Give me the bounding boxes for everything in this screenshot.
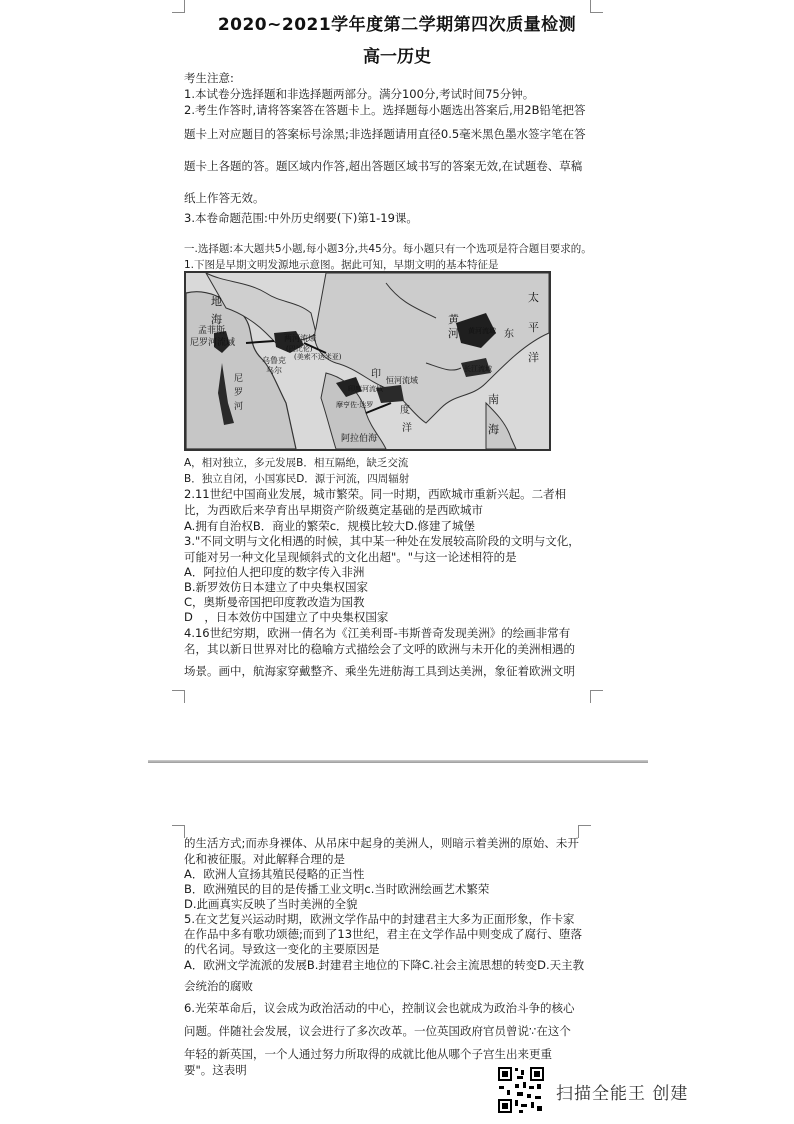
map-label: 地 [211,295,222,308]
notice-item: 纸上作答无效。 [184,191,265,205]
option-line: A．欧洲人宣扬其殖民侵略的正当性 [184,867,365,881]
map-label: 印 [371,369,381,380]
question-line: 6.光荣革命后，议会成为政治活动的中心，控制议会也就成为政治斗争的核心 [184,1001,575,1015]
question-line: A.拥有自治权B．商业的繁荣c．规模比较大D.修建了城堡 [184,519,476,533]
ancient-civilizations-map [184,271,551,451]
map-label: 平 [528,321,539,334]
question-line: 2.11世纪中国商业发展，城市繁荣。同一时期，西欧城市重新兴起。二者相 [184,487,567,501]
notice-item: 题卡上各题的答。题区域内作答,超出答题区域书写的答案无效,在试题卷、草稿 [184,159,583,173]
map-label: (美索不达米亚) [294,353,342,361]
section-heading: 一.选择题:本大题共5小题,每小题3分,共45分。每小题只有一个选项是符合题目要求的。 [184,243,592,255]
map-label: 黄河流域 [468,327,496,335]
question-line: 场景。画中，航海家穿戴整齐、乘坐先进舫海工具到达美洲，象征着欧洲文明 [184,664,575,678]
map-label: 度 [400,405,410,416]
exam-subject: 高一历史 [363,47,431,67]
map-label: 黄 [448,313,459,326]
notice-item: 题卡上对应题目的答案标号涂黑;非选择题请用直径0.5毫米黑色墨水签字笔在答 [184,127,586,141]
question-stem: 1.下图是早期文明发源地示意图。据此可知，早期文明的基本特征是 [184,259,499,271]
qr-code [497,1066,545,1114]
map-label: 阿拉伯海 [341,434,378,444]
question-line: 4.16世纪穷期，欧洲一倩名为《江美利哥-韦斯普奇发现美洲》的绘画非常有 [184,626,571,640]
question-line: 化和被征服。对此解释合理的是 [184,852,345,866]
map-label: 长江流域 [464,365,492,373]
page-divider [148,760,648,763]
question-line: 问题。伴随社会发展，议会进行了多次改革。一位英国政府官员曾说∵在这个 [184,1024,571,1038]
option-line: A．阿拉伯人把印度的数字传入非洲 [184,565,365,579]
question-line: 3."不同文明与文化相遇的时候，其中某一种处在发展较高阶段的文明与文化， [184,534,580,548]
map-label: 太 [528,291,539,304]
question-line: 可能对另一种文化呈现倾斜式的文化出超"。"与这一论述相符的是 [184,550,517,564]
question-line: 5.在文艺复兴运动时期，欧洲文学作品中的封建君主大多为正面形象，作卡家 [184,912,575,926]
map-label: 尼 [234,374,244,384]
map-label: 恒河流域 [386,376,418,385]
notice-item: 3.本卷命题范围:中外历史纲要(下)第1-19课。 [184,211,418,225]
crop-mark-bottom-right [590,690,603,703]
question-line: 的代名词。导致这一变化的主要原因是 [184,942,380,956]
map-label: 海 [488,423,499,436]
map-label: 洋 [402,423,412,434]
map-label: 印度河流域 [348,385,383,393]
map-label: 南 [488,393,499,406]
question-line: 年轻的新英国，一个人通过努力所取得的成就比他从哪个子宫生出来更重 [184,1047,552,1061]
map-label: 河 [234,402,244,412]
option-line: B.新罗效仿日本建立了中央集权国家 [184,580,369,594]
map-label: 孟菲斯 [198,326,226,336]
option-line: 会统治的腐败 [184,979,253,993]
map-label: 乌尔 [266,366,282,375]
map-label: (巴比伦) [286,345,313,353]
question-line-cut: 要"。这表明 [184,1063,247,1077]
option-line: B．欧洲殖民的目的是传播工业文明c.当时欧洲绘画艺术繁荣 [184,882,490,896]
map-label: 河 [448,327,459,340]
map-label: 两河流域 [284,334,316,343]
question-line: 的生活方式;而赤身裸体、从吊床中起身的美洲人，则暗示着美洲的原始、未开 [184,836,579,850]
option-line: B．独立自闭，小国寡民D．源于河流，四周辐射 [184,473,410,485]
question-line: 在作品中多有歌功颂德;而到了13世纪，君主在文学作品中则变成了腐行、堕落 [184,927,583,941]
option-line: A，相对独立，多元发展B．相互隔绝，缺乏交流 [184,457,409,469]
map-label: 洋 [528,351,539,364]
map-label: 摩亨佐·达罗 [336,401,374,409]
option-line: A．欧洲文学流派的发展B.封建君主地位的下降C.社会主流思想的转变D.天主教 [184,958,585,972]
crop-mark-bottom-left [172,690,185,703]
question-line: 名，其以新日世界对比的稳喻方式描绘会了文呼的欧洲与未开化的美洲相遇的 [184,642,575,656]
exam-title: 2020~2021学年度第二学期第四次质量检测 [217,15,577,35]
map-label: 罗 [234,388,244,398]
map-label: 尼罗河流域 [190,338,236,348]
notice-item: 2.考生作答时,请将答案答在答题卡上。选择题每小题选出答案后,用2B铅笔把答 [184,103,586,117]
map-label: 东 [504,329,514,340]
option-line: D.此画真实反映了当时美洲的全貌 [184,897,358,911]
notice-heading: 考生注意: [184,71,234,85]
option-line: C，奥斯曼帝国把印度教改造为国教 [184,595,365,609]
scanner-watermark: 扫描全能王 创建 [556,1084,689,1104]
question-line: 比，为西欧后来孕育出早期资产阶级奠定基础的是西欧城市 [184,503,483,517]
option-line: D ，日本效仿中国建立了中央集权国家 [184,610,389,624]
map-label: 海 [211,313,222,326]
map-label: 乌鲁克 [262,356,286,365]
notice-item: 1.本试卷分选择题和非选择题两部分。满分100分,考试时间75分钟。 [184,87,535,101]
